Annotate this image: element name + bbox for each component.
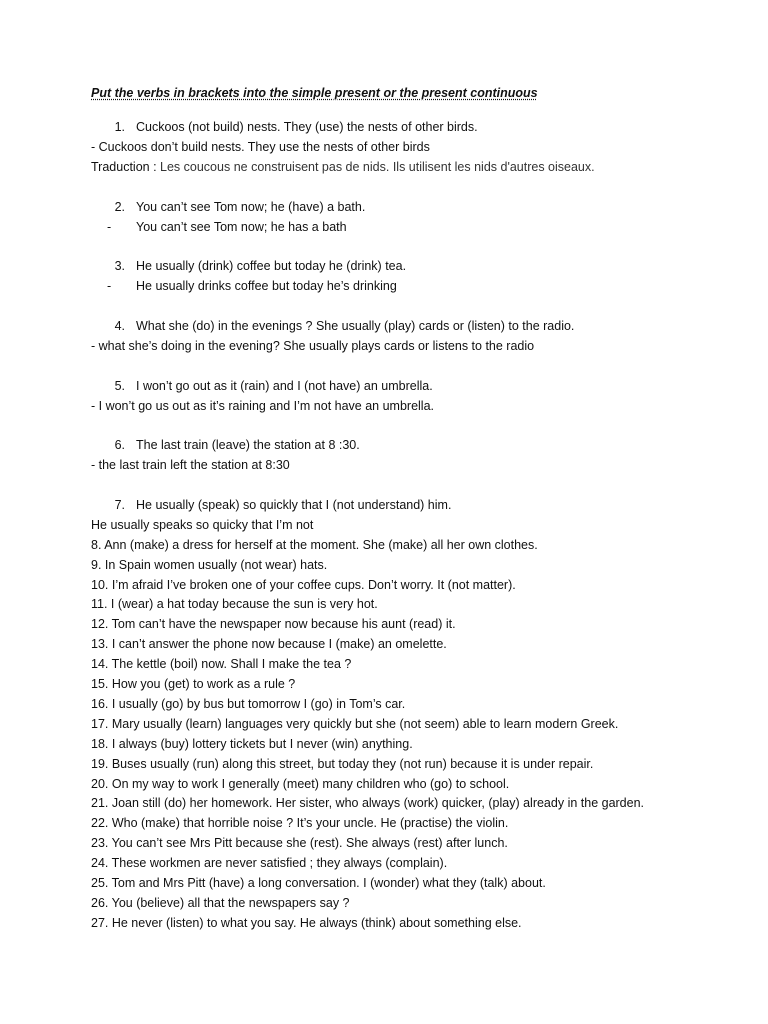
dash-marker: - <box>107 220 112 234</box>
translation-text: Les coucous ne construisent pas de nids. Ils utilisent les nids d'autres oiseaux. <box>160 160 595 174</box>
exercise-question <box>107 258 406 274</box>
dash-marker: - <box>107 279 112 293</box>
question-number: 4. <box>114 319 125 333</box>
question-text: What she (do) in the evenings ? She usually (play) cards or (listen) to the radio. <box>136 319 575 333</box>
question-text: Cuckoos (not build) nests. They (use) the nests of other birds. <box>136 120 478 134</box>
text-line: 26. You (believe) all that the newspapers say ? <box>91 896 350 910</box>
text-line: 12. Tom can’t have the newspaper now because his aunt (read) it. <box>91 617 456 631</box>
exercise-question <box>107 199 365 215</box>
translation-label: Traduction : <box>91 160 157 174</box>
text-line: - the last train left the station at 8:30 <box>91 458 290 472</box>
text-line: 9. In Spain women usually (not wear) hats. <box>91 558 328 572</box>
question-number: 3. <box>114 259 125 273</box>
question-text: You can’t see Tom now; he (have) a bath. <box>136 200 366 214</box>
text-line: 19. Buses usually (run) along this street, but today they (not run) because it is under repair. <box>91 757 594 771</box>
question-number: 7. <box>114 498 125 512</box>
text-line: 18. I always (buy) lottery tickets but I never (win) anything. <box>91 737 413 751</box>
question-text: He usually (speak) so quickly that I (not understand) him. <box>136 498 452 512</box>
question-number: 6. <box>114 438 125 452</box>
answer-text: You can’t see Tom now; he has a bath <box>136 220 347 234</box>
text-line: 22. Who (make) that horrible noise ? It’s your uncle. He (practise) the violin. <box>91 816 509 830</box>
text-line: 14. The kettle (boil) now. Shall I make the tea ? <box>91 657 352 671</box>
exercise-title: Put the verbs in brackets into the simple present or the present continuous <box>91 86 538 100</box>
text-line: He usually speaks so quicky that I’m not <box>91 518 314 532</box>
text-line: 15. How you (get) to work as a rule ? <box>91 677 296 691</box>
question-number: 2. <box>114 200 125 214</box>
exercise-question <box>107 378 433 394</box>
text-line: 23. You can’t see Mrs Pitt because she (rest). She always (rest) after lunch. <box>91 836 508 850</box>
text-line: 16. I usually (go) by bus but tomorrow I (go) in Tom’s car. <box>91 697 406 711</box>
text-line: 8. Ann (make) a dress for herself at the moment. She (make) all her own clothes. <box>91 538 538 552</box>
exercise-question <box>107 119 478 135</box>
answer-line <box>107 278 397 294</box>
text-line: 24. These workmen are never satisfied ; they always (complain). <box>91 856 448 870</box>
exercise-question <box>107 437 360 453</box>
question-number: 5. <box>114 379 125 393</box>
text-line: 27. He never (listen) to what you say. He always (think) about something else. <box>91 916 522 930</box>
text-line: 17. Mary usually (learn) languages very quickly but she (not seem) able to learn modern Greek. <box>91 717 619 731</box>
translation-line <box>91 159 595 175</box>
text-line: - I won’t go us out as it’s raining and I’m not have an umbrella. <box>91 399 435 413</box>
text-line: 20. On my way to work I generally (meet) many children who (go) to school. <box>91 777 510 791</box>
answer-text: He usually drinks coffee but today he’s drinking <box>136 279 397 293</box>
text-line: 11. I (wear) a hat today because the sun is very hot. <box>91 597 378 611</box>
text-line: 25. Tom and Mrs Pitt (have) a long conversation. I (wonder) what they (talk) about. <box>91 876 546 890</box>
text-line: 10. I’m afraid I’ve broken one of your coffee cups. Don’t worry. It (not matter). <box>91 578 516 592</box>
answer-line <box>107 219 347 235</box>
question-text: He usually (drink) coffee but today he (drink) tea. <box>136 259 407 273</box>
text-line: 21. Joan still (do) her homework. Her sister, who always (work) quicker, (play) already in the garden. <box>91 796 645 810</box>
exercise-question <box>107 497 451 513</box>
question-text: I won’t go out as it (rain) and I (not have) an umbrella. <box>136 379 433 393</box>
exercise-question <box>107 318 574 334</box>
text-line: - Cuckoos don’t build nests. They use the nests of other birds <box>91 140 430 154</box>
question-number: 1. <box>114 120 125 134</box>
text-line: 13. I can’t answer the phone now because I (make) an omelette. <box>91 637 447 651</box>
question-text: The last train (leave) the station at 8 :30. <box>136 438 360 452</box>
text-line: - what she’s doing in the evening? She usually plays cards or listens to the radio <box>91 339 535 353</box>
